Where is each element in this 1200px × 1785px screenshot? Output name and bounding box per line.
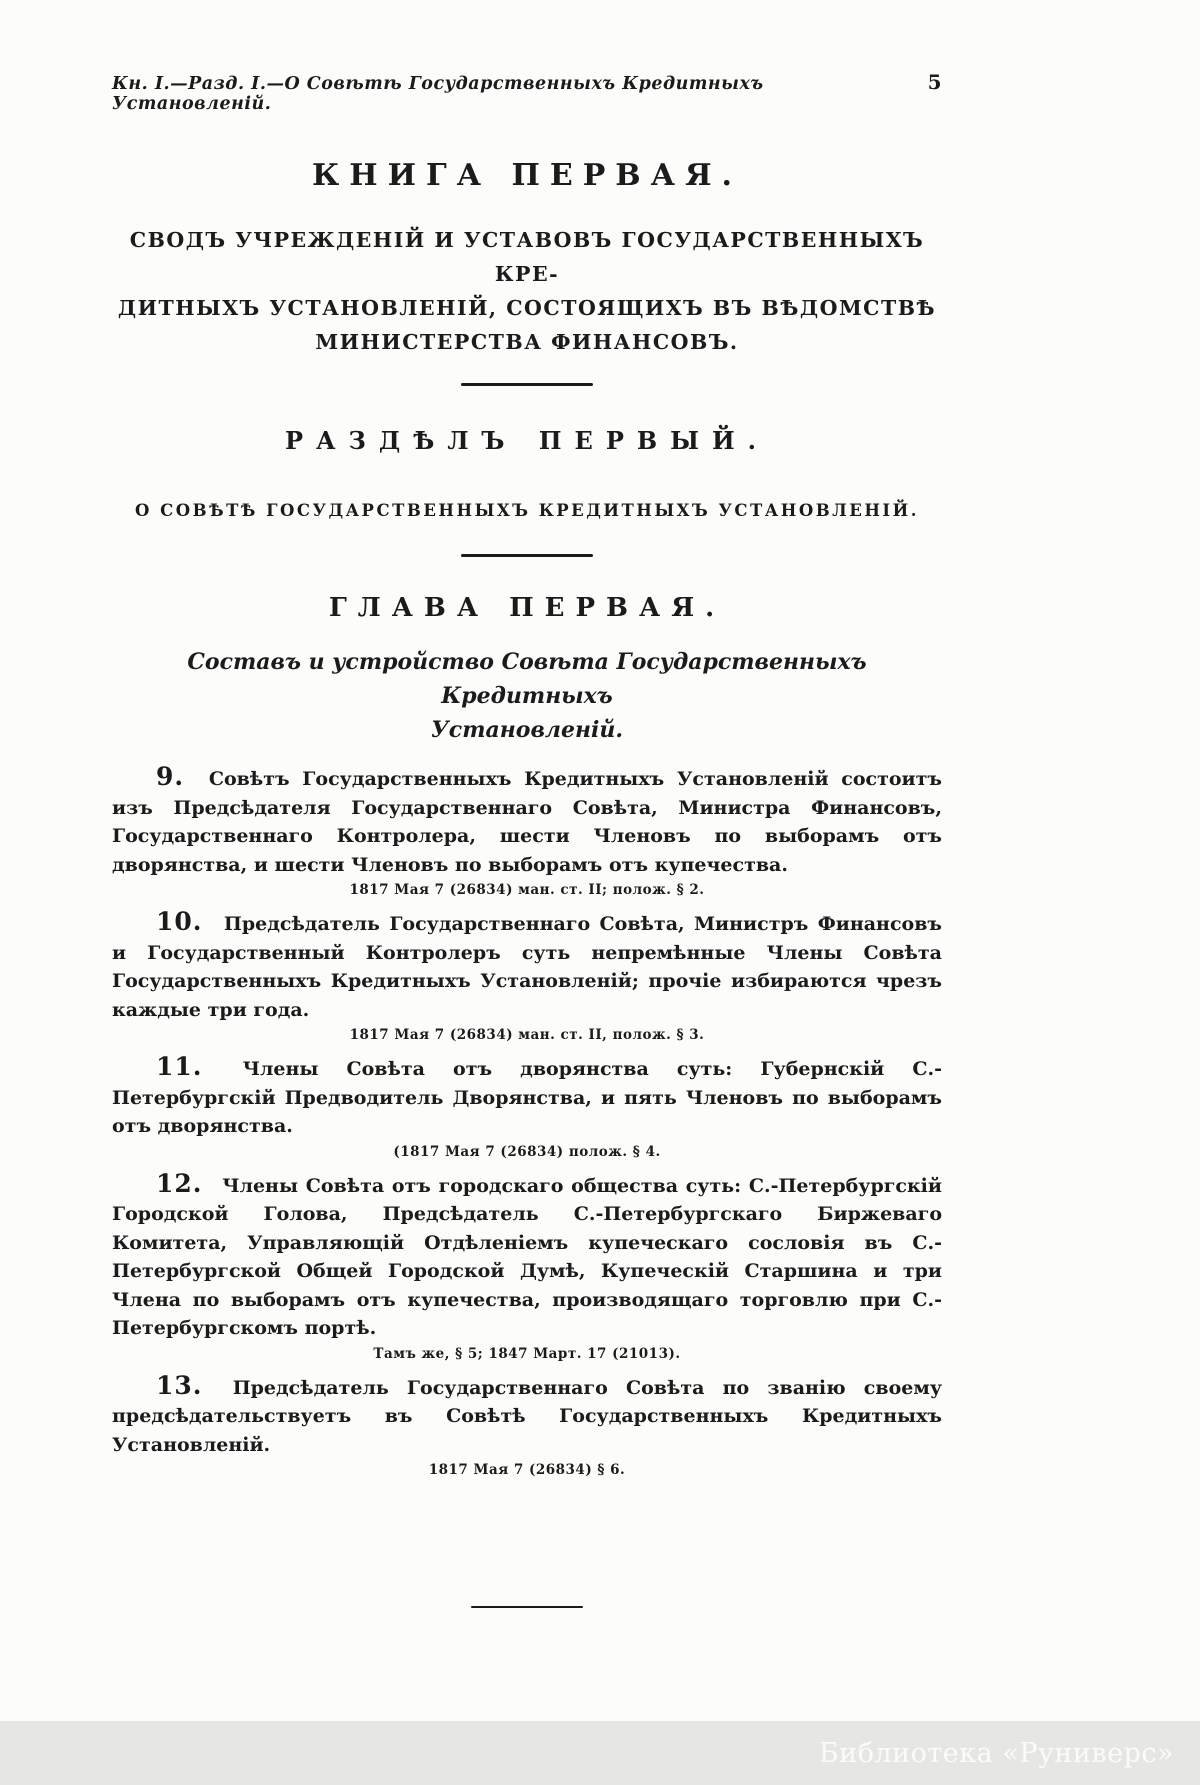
running-head-text: Кн. I.—Разд. I.—О Совѣтѣ Государственныхъ Кредитныхъ Установленій. xyxy=(112,74,764,114)
article-12 xyxy=(112,1170,942,1362)
article-citation: 1817 Мая 7 (26834) ман. ст. II; полож. § 2. xyxy=(349,882,705,898)
divider-rule xyxy=(461,383,593,386)
end-rule xyxy=(471,1606,583,1608)
section-title: РАЗДѢЛЪ ПЕРВЫЙ. xyxy=(284,426,770,455)
chapter-subtitle-line: Составъ и устройство Совѣта Государственныхъ Кредитныхъ xyxy=(187,649,867,709)
article-text xyxy=(112,1372,942,1460)
article-text xyxy=(112,1170,942,1343)
watermark-strip xyxy=(0,1721,1200,1785)
article-number: 11. xyxy=(156,1052,203,1081)
article-citation: 1817 Мая 7 (26834) § 6. xyxy=(428,1462,626,1478)
article-number: 9. xyxy=(156,762,185,791)
article-body: Члены Совѣта отъ дворянства суть: Губернскій С.-Петербургскій Предводитель Дворянства, и пять Членовъ по выборамъ отъ дворянства. xyxy=(112,1058,942,1137)
book-subtitle-line: СВОДЪ УЧРЕЖДЕНІЙ И УСТАВОВЪ ГОСУДАРСТВЕННЫХЪ КРЕ- xyxy=(129,228,925,286)
article-citation: (1817 Мая 7 (26834) полож. § 4. xyxy=(393,1143,661,1160)
article-number: 10. xyxy=(156,907,203,936)
article-text xyxy=(112,908,942,1024)
article-body: Совѣтъ Государственныхъ Кредитныхъ Установленій состоитъ изъ Предсѣдателя Государственнаго Совѣта, Министра Финансовъ, Государственнаго Контролера, шести Членовъ по выборамъ отъ дворянства, и шести Членовъ по выборамъ отъ купечества. xyxy=(112,768,942,876)
article-number: 13. xyxy=(156,1370,203,1400)
article-body: Предсѣдатель Государственнаго Совѣта, Министръ Финансовъ и Государственный Контролеръ суть непремѣнные Члены Совѣта Государственныхъ Кредитныхъ Установленій; прочіе избираются чрезъ каждые три года. xyxy=(112,913,942,1021)
article-9 xyxy=(112,763,942,898)
page-number: 5 xyxy=(927,70,942,94)
book-title: КНИГА ПЕРВАЯ. xyxy=(311,158,742,193)
article-10 xyxy=(112,908,942,1043)
chapter-subtitle-line: Установленій. xyxy=(430,717,624,743)
running-head xyxy=(112,70,942,114)
article-citation: 1817 Мая 7 (26834) ман. ст. II, полож. § 3. xyxy=(349,1027,705,1043)
book-subtitle-line: МИНИСТЕРСТВА ФИНАНСОВЪ. xyxy=(315,330,739,354)
divider-rule xyxy=(461,554,593,557)
section-subtitle: О СОВѢТѢ ГОСУДАРСТВЕННЫХЪ КРЕДИТНЫХЪ УСТАНОВЛЕНІЙ. xyxy=(135,501,919,520)
article-text xyxy=(112,1053,942,1141)
chapter-subtitle xyxy=(112,645,942,747)
article-11 xyxy=(112,1053,942,1160)
chapter-title: ГЛАВА ПЕРВАЯ. xyxy=(328,593,726,623)
articles-block xyxy=(112,763,942,1478)
article-13 xyxy=(112,1372,942,1479)
article-citation: Тамъ же, § 5; 1847 Март. 17 (21013). xyxy=(373,1345,681,1362)
watermark-text: Библиотека «Руниверс» xyxy=(818,1737,1174,1769)
article-body: Члены Совѣта отъ городскаго общества суть: С.-Петербургскій Городской Голова, Предсѣдатель С.-Петербургскаго Биржеваго Комитета, Управляющій Отдѣленіемъ купеческаго сословія въ С.-Петербургской Общей Городской Думѣ, Купеческій Старшина и три Члена по выборамъ отъ купечества, производящаго торговлю при С.-Петербургскомъ портѣ. xyxy=(112,1174,942,1339)
book-subtitle-line: ДИТНЫХЪ УСТАНОВЛЕНІЙ, СОСТОЯЩИХЪ ВЪ ВѢДОМСТВѢ xyxy=(117,296,937,320)
book-page xyxy=(112,70,942,1608)
article-number: 12. xyxy=(156,1168,203,1198)
article-body: Предсѣдатель Государственнаго Совѣта по званію своему предсѣдательствуетъ въ Совѣтѣ Государственныхъ Кредитныхъ Установленій. xyxy=(112,1376,942,1456)
article-text xyxy=(112,763,942,879)
book-subtitle xyxy=(112,223,942,359)
